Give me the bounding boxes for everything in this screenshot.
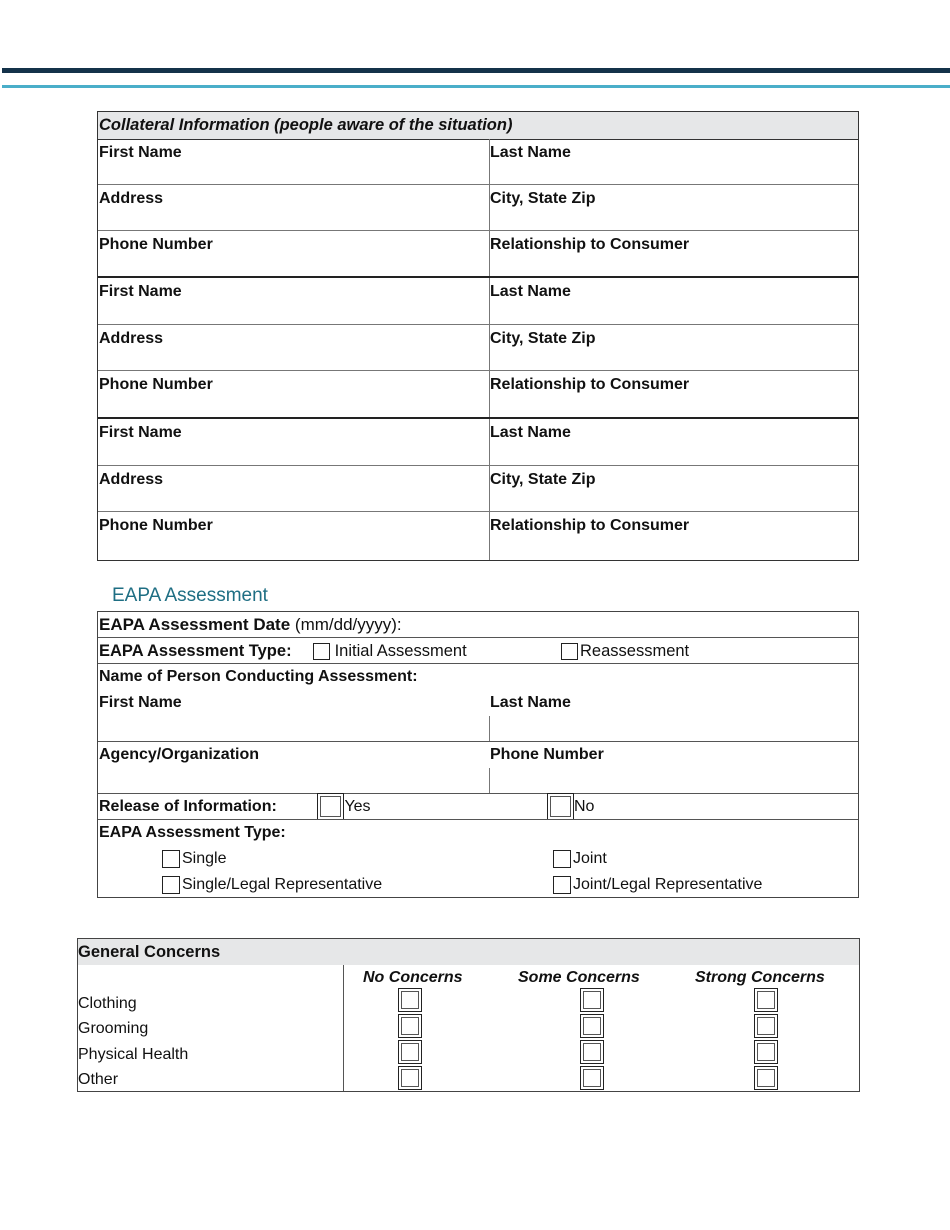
single-legal-option[interactable] xyxy=(162,876,382,894)
joint-legal-option[interactable] xyxy=(553,876,762,894)
conductor-first-name-label: First Name xyxy=(99,694,182,711)
single-option[interactable] xyxy=(162,850,226,868)
row-divider xyxy=(98,793,858,794)
collateral-row xyxy=(98,419,858,466)
collateral-row xyxy=(98,278,858,325)
assessment-type2-label: EAPA Assessment Type: xyxy=(99,824,286,841)
address-field[interactable]: Address xyxy=(99,330,164,347)
last-name-field[interactable]: Last Name xyxy=(490,283,571,300)
initial-assessment-checkbox[interactable] xyxy=(313,643,330,660)
release-label: Release of Information: xyxy=(99,798,277,815)
release-yes-checkbox[interactable] xyxy=(317,793,344,820)
row-divider xyxy=(98,637,858,638)
release-no-label: No xyxy=(574,798,595,815)
physical-health-no-concerns-checkbox[interactable] xyxy=(398,1040,422,1064)
relationship-field[interactable]: Relationship to Consumer xyxy=(490,376,690,393)
grooming-no-concerns-checkbox[interactable] xyxy=(398,1014,422,1038)
joint-legal-label: Joint/Legal Representative xyxy=(573,876,763,894)
release-yes-label: Yes xyxy=(344,798,371,815)
row-label-physical-health: Physical Health xyxy=(78,1046,189,1063)
agency-label: Agency/Organization xyxy=(99,746,260,763)
city-state-zip-field[interactable]: City, State Zip xyxy=(490,190,596,207)
relationship-field[interactable]: Relationship to Consumer xyxy=(490,236,690,253)
clothing-no-concerns-checkbox[interactable] xyxy=(398,988,422,1012)
row-divider xyxy=(98,663,858,664)
joint-checkbox[interactable] xyxy=(553,850,571,868)
last-name-field[interactable]: Last Name xyxy=(490,144,571,161)
row-label-grooming: Grooming xyxy=(78,1020,149,1037)
phone-field[interactable]: Phone Number xyxy=(99,517,213,534)
grooming-strong-concerns-checkbox[interactable] xyxy=(754,1014,778,1038)
date-format-hint: (mm/dd/yyyy): xyxy=(294,615,402,634)
first-name-field[interactable]: First Name xyxy=(99,144,182,161)
collateral-row xyxy=(98,231,858,278)
initial-assessment-label: Initial Assessment xyxy=(334,642,467,660)
single-legal-checkbox[interactable] xyxy=(162,876,180,894)
other-some-concerns-checkbox[interactable] xyxy=(580,1066,604,1090)
assessment-date-row[interactable] xyxy=(99,615,402,635)
column-header-some-concerns: Some Concerns xyxy=(518,969,640,986)
reassessment-option[interactable] xyxy=(561,642,689,661)
eapa-table xyxy=(97,611,859,898)
collateral-row xyxy=(98,371,858,419)
concerns-title: General Concerns xyxy=(78,943,221,961)
relationship-field[interactable]: Relationship to Consumer xyxy=(490,517,690,534)
header-rule-dark xyxy=(2,68,950,73)
address-field[interactable]: Address xyxy=(99,190,164,207)
first-name-field[interactable]: First Name xyxy=(99,424,182,441)
initial-assessment-option[interactable] xyxy=(313,642,467,661)
header-rule-light xyxy=(2,85,950,88)
general-concerns-table xyxy=(77,938,860,1092)
column-header-strong-concerns: Strong Concerns xyxy=(695,969,825,986)
city-state-zip-field[interactable]: City, State Zip xyxy=(490,471,596,488)
row-divider xyxy=(98,819,858,820)
joint-legal-checkbox[interactable] xyxy=(553,876,571,894)
collateral-row xyxy=(98,139,858,185)
collateral-row xyxy=(98,512,858,558)
collateral-header xyxy=(98,112,858,140)
release-no-option[interactable] xyxy=(547,793,594,820)
agency-input[interactable] xyxy=(98,768,489,794)
first-name-field[interactable]: First Name xyxy=(99,283,182,300)
collateral-table xyxy=(97,111,859,561)
collateral-row xyxy=(98,185,858,231)
grooming-some-concerns-checkbox[interactable] xyxy=(580,1014,604,1038)
phone-field[interactable]: Phone Number xyxy=(99,376,213,393)
physical-health-some-concerns-checkbox[interactable] xyxy=(580,1040,604,1064)
phone-field[interactable]: Phone Number xyxy=(99,236,213,253)
last-name-field[interactable]: Last Name xyxy=(490,424,571,441)
reassessment-checkbox[interactable] xyxy=(561,643,578,660)
row-label-other: Other xyxy=(78,1071,119,1088)
city-state-zip-field[interactable]: City, State Zip xyxy=(490,330,596,347)
collateral-title: Collateral Information (people aware of the situation) xyxy=(99,116,513,134)
single-checkbox[interactable] xyxy=(162,850,180,868)
reassessment-label: Reassessment xyxy=(580,642,690,660)
assessment-type-text: EAPA Assessment Type: xyxy=(99,642,292,660)
single-label: Single xyxy=(182,850,227,868)
release-no-checkbox[interactable] xyxy=(547,793,574,820)
collateral-row xyxy=(98,466,858,512)
release-yes-option[interactable] xyxy=(317,793,371,820)
assessment-date-label: EAPA Assessment Date xyxy=(99,615,291,634)
conductor-first-name-input[interactable] xyxy=(98,716,489,742)
conductor-phone-label: Phone Number xyxy=(490,746,604,763)
joint-option[interactable] xyxy=(553,850,607,868)
concerns-divider xyxy=(343,965,344,1091)
concerns-header xyxy=(78,939,859,965)
clothing-strong-concerns-checkbox[interactable] xyxy=(754,988,778,1012)
clothing-some-concerns-checkbox[interactable] xyxy=(580,988,604,1012)
conductor-last-name-input[interactable] xyxy=(490,716,858,742)
physical-health-strong-concerns-checkbox[interactable] xyxy=(754,1040,778,1064)
other-strong-concerns-checkbox[interactable] xyxy=(754,1066,778,1090)
single-legal-label: Single/Legal Representative xyxy=(182,876,383,894)
assessment-type-label xyxy=(99,642,292,661)
joint-label: Joint xyxy=(573,850,607,868)
address-field[interactable]: Address xyxy=(99,471,164,488)
conductor-label: Name of Person Conducting Assessment: xyxy=(99,668,418,685)
eapa-section-title: EAPA Assessment xyxy=(112,585,268,606)
row-divider xyxy=(98,741,858,742)
row-label-clothing: Clothing xyxy=(78,995,137,1012)
collateral-row xyxy=(98,325,858,371)
conductor-phone-input[interactable] xyxy=(490,768,858,794)
column-header-no-concerns: No Concerns xyxy=(363,969,463,986)
other-no-concerns-checkbox[interactable] xyxy=(398,1066,422,1090)
conductor-last-name-label: Last Name xyxy=(490,694,571,711)
